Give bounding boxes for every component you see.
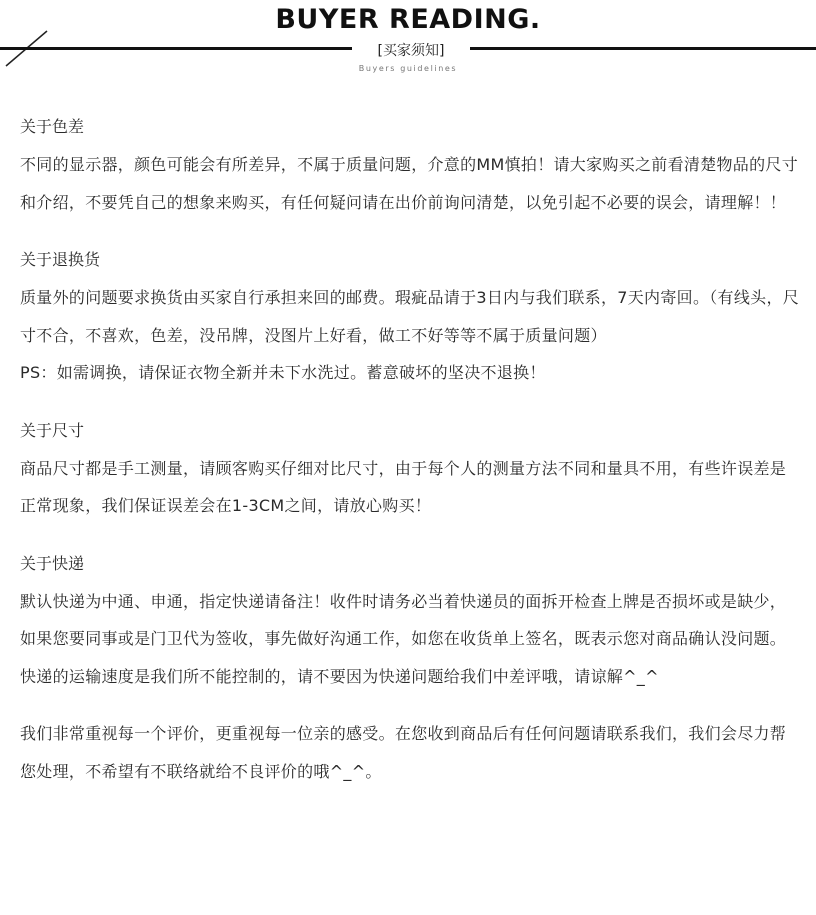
header-rule-right xyxy=(470,47,816,50)
section-paragraph: 质量外的问题要求换货由买家自行承担来回的邮费。瑕疵品请于3日内与我们联系，7天内寄回。（有线头，尺寸不合，不喜欢，色差，没吊牌，没图片上好看，做工不好等等不属于质量问题） xyxy=(20,288,800,345)
section-title: 关于退换货 xyxy=(20,250,101,269)
header-subtitle-cn: [买家须知] xyxy=(377,43,445,59)
guidelines-content xyxy=(20,108,800,810)
section-color-difference xyxy=(20,108,800,221)
section-paragraph: 我们非常重视每一个评价，更重视每一位亲的感受。在您收到商品后有任何问题请联系我们，我们会尽力帮您处理，不希望有不联络就给不良评价的哦^_^。 xyxy=(20,724,787,781)
section-title: 关于快递 xyxy=(20,553,85,573)
section-paragraph: 商品尺寸都是手工测量，请顾客购买仔细对比尺寸，由于每个人的测量方法不同和量具不用，有些许误差是正常现象，我们保证误差会在1-3CM之间，请放心购买！ xyxy=(20,458,787,515)
section-paragraph: 不同的显示器，颜色可能会有所差异，不属于质量问题，介意的MM慎拍！请大家购买之前看清楚物品的尺寸和介绍，不要凭自己的想象来购买，有任何疑问请在出价前询问清楚，以免引起不必要的误会，请理解！！ xyxy=(20,155,799,212)
section-title: 关于尺寸 xyxy=(20,420,85,440)
section-paragraph: 默认快递为中通、申通，指定快递请备注！收件时请务必当着快递员的面拆开检查上牌是否损坏或是缺少，如果您要同事或是门卫代为签收，事先做好沟通工作，如您在收货单上签名，既表示您对商品确认没问题。快递的运输速度是我们所不能控制的，请不要因为快递问题给我们中差评哦，请谅解^_^ xyxy=(20,591,787,686)
header-rule-left xyxy=(0,47,352,50)
header-subtitle-en: Buyers guidelines xyxy=(358,64,458,73)
section-shipping xyxy=(20,545,800,696)
section-feedback xyxy=(20,715,800,790)
page-header xyxy=(0,0,816,90)
section-returns xyxy=(20,241,800,392)
section-paragraph: PS：如需调换，请保证衣物全新并未下水洗过。蓄意破坏的坚决不退换！ xyxy=(20,363,546,382)
section-size xyxy=(20,412,800,525)
header-title: BUYER READING. xyxy=(275,4,541,35)
section-title: 关于色差 xyxy=(20,117,85,136)
